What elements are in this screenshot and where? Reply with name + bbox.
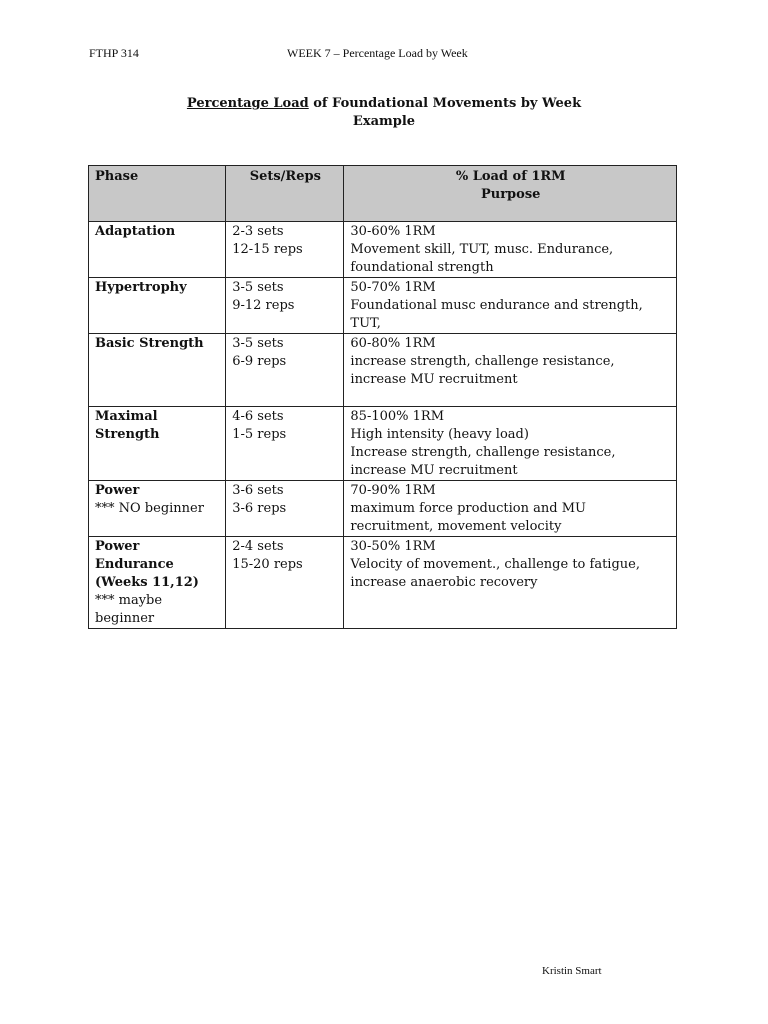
phase-cell — [89, 537, 226, 629]
table-row — [89, 334, 677, 407]
phase-name: Power — [95, 483, 140, 498]
phase-name: Endurance — [95, 557, 174, 572]
load-purpose-cell — [344, 334, 677, 407]
phase-name: Adaptation — [95, 224, 176, 239]
load-purpose-cell — [344, 222, 677, 278]
phase-name: Power — [95, 539, 140, 554]
title-rest: of Foundational Movements by Week — [308, 96, 582, 111]
phase-name: Maximal Strength — [95, 409, 160, 442]
phase-cell — [89, 278, 226, 334]
running-header: WEEK 7 – Percentage Load by Week — [287, 46, 468, 60]
sets-value: 2-4 sets — [232, 539, 284, 554]
load-percentage: 50-70% 1RM — [350, 280, 436, 295]
purpose-text: increase strength, challenge resistance, increase MU recruitment — [350, 354, 615, 387]
sets-value: 4-6 sets — [232, 409, 284, 424]
column-header-phase: Phase — [89, 166, 226, 222]
column-header-load-purpose — [344, 166, 677, 222]
phase-note: *** NO beginner — [95, 501, 204, 516]
phase-name: Hypertrophy — [95, 280, 187, 295]
sets-value: 2-3 sets — [232, 224, 284, 239]
phase-cell — [89, 481, 226, 537]
purpose-text: Increase strength, challenge resistance, increase MU recruitment — [350, 445, 616, 478]
sets-reps-cell — [226, 222, 344, 278]
title-line-1 — [0, 95, 768, 113]
table-row — [89, 407, 677, 481]
reps-value: 12-15 reps — [232, 242, 303, 257]
table-body — [89, 222, 677, 629]
load-percentage: 70-90% 1RM — [350, 483, 436, 498]
load-percentage: 85-100% 1RM — [350, 409, 445, 424]
reps-value: 3-6 reps — [232, 501, 287, 516]
column-header-purpose: Purpose — [480, 187, 541, 202]
phase-note: beginner — [95, 611, 155, 626]
purpose-text: Velocity of movement., challenge to fatigue, increase anaerobic recovery — [350, 557, 640, 590]
purpose-text: Foundational musc endurance and strength, TUT, — [350, 298, 643, 331]
column-header-sets-reps: Sets/Reps — [226, 166, 344, 222]
title-line-2: Example — [352, 114, 416, 129]
sets-value: 3-6 sets — [232, 483, 284, 498]
load-purpose-cell — [344, 481, 677, 537]
phase-name: (Weeks 11,12) — [95, 575, 199, 590]
sets-reps-cell — [226, 278, 344, 334]
load-purpose-cell — [344, 537, 677, 629]
sets-reps-cell — [226, 334, 344, 407]
phase-cell — [89, 334, 226, 407]
phase-cell — [89, 407, 226, 481]
reps-value: 9-12 reps — [232, 298, 295, 313]
document-title — [0, 95, 768, 131]
course-code: FTHP 314 — [89, 46, 139, 60]
reps-value: 6-9 reps — [232, 354, 287, 369]
purpose-text: High intensity (heavy load) — [350, 427, 529, 442]
purpose-text: maximum force production and MU recruitment, movement velocity — [350, 501, 586, 534]
table-row — [89, 481, 677, 537]
sets-value: 3-5 sets — [232, 336, 284, 351]
load-purpose-cell — [344, 407, 677, 481]
table-row — [89, 537, 677, 629]
load-purpose-cell — [344, 278, 677, 334]
table-row — [89, 278, 677, 334]
load-percentage: 30-50% 1RM — [350, 539, 436, 554]
load-percentage: 30-60% 1RM — [350, 224, 436, 239]
reps-value: 1-5 reps — [232, 427, 287, 442]
table-header-row — [89, 166, 677, 222]
percentage-load-table — [88, 165, 677, 629]
table-row — [89, 222, 677, 278]
title-underlined: Percentage Load — [186, 96, 309, 111]
sets-value: 3-5 sets — [232, 280, 284, 295]
author-footer: Kristin Smart — [542, 965, 602, 977]
sets-reps-cell — [226, 481, 344, 537]
column-header-load: % Load of 1RM — [455, 169, 566, 184]
phase-cell — [89, 222, 226, 278]
purpose-text: Movement skill, TUT, musc. Endurance, foundational strength — [350, 242, 614, 275]
phase-note: *** maybe — [95, 593, 163, 608]
phase-name: Basic Strength — [95, 336, 204, 351]
sets-reps-cell — [226, 537, 344, 629]
load-percentage: 60-80% 1RM — [350, 336, 436, 351]
reps-value: 15-20 reps — [232, 557, 303, 572]
sets-reps-cell — [226, 407, 344, 481]
